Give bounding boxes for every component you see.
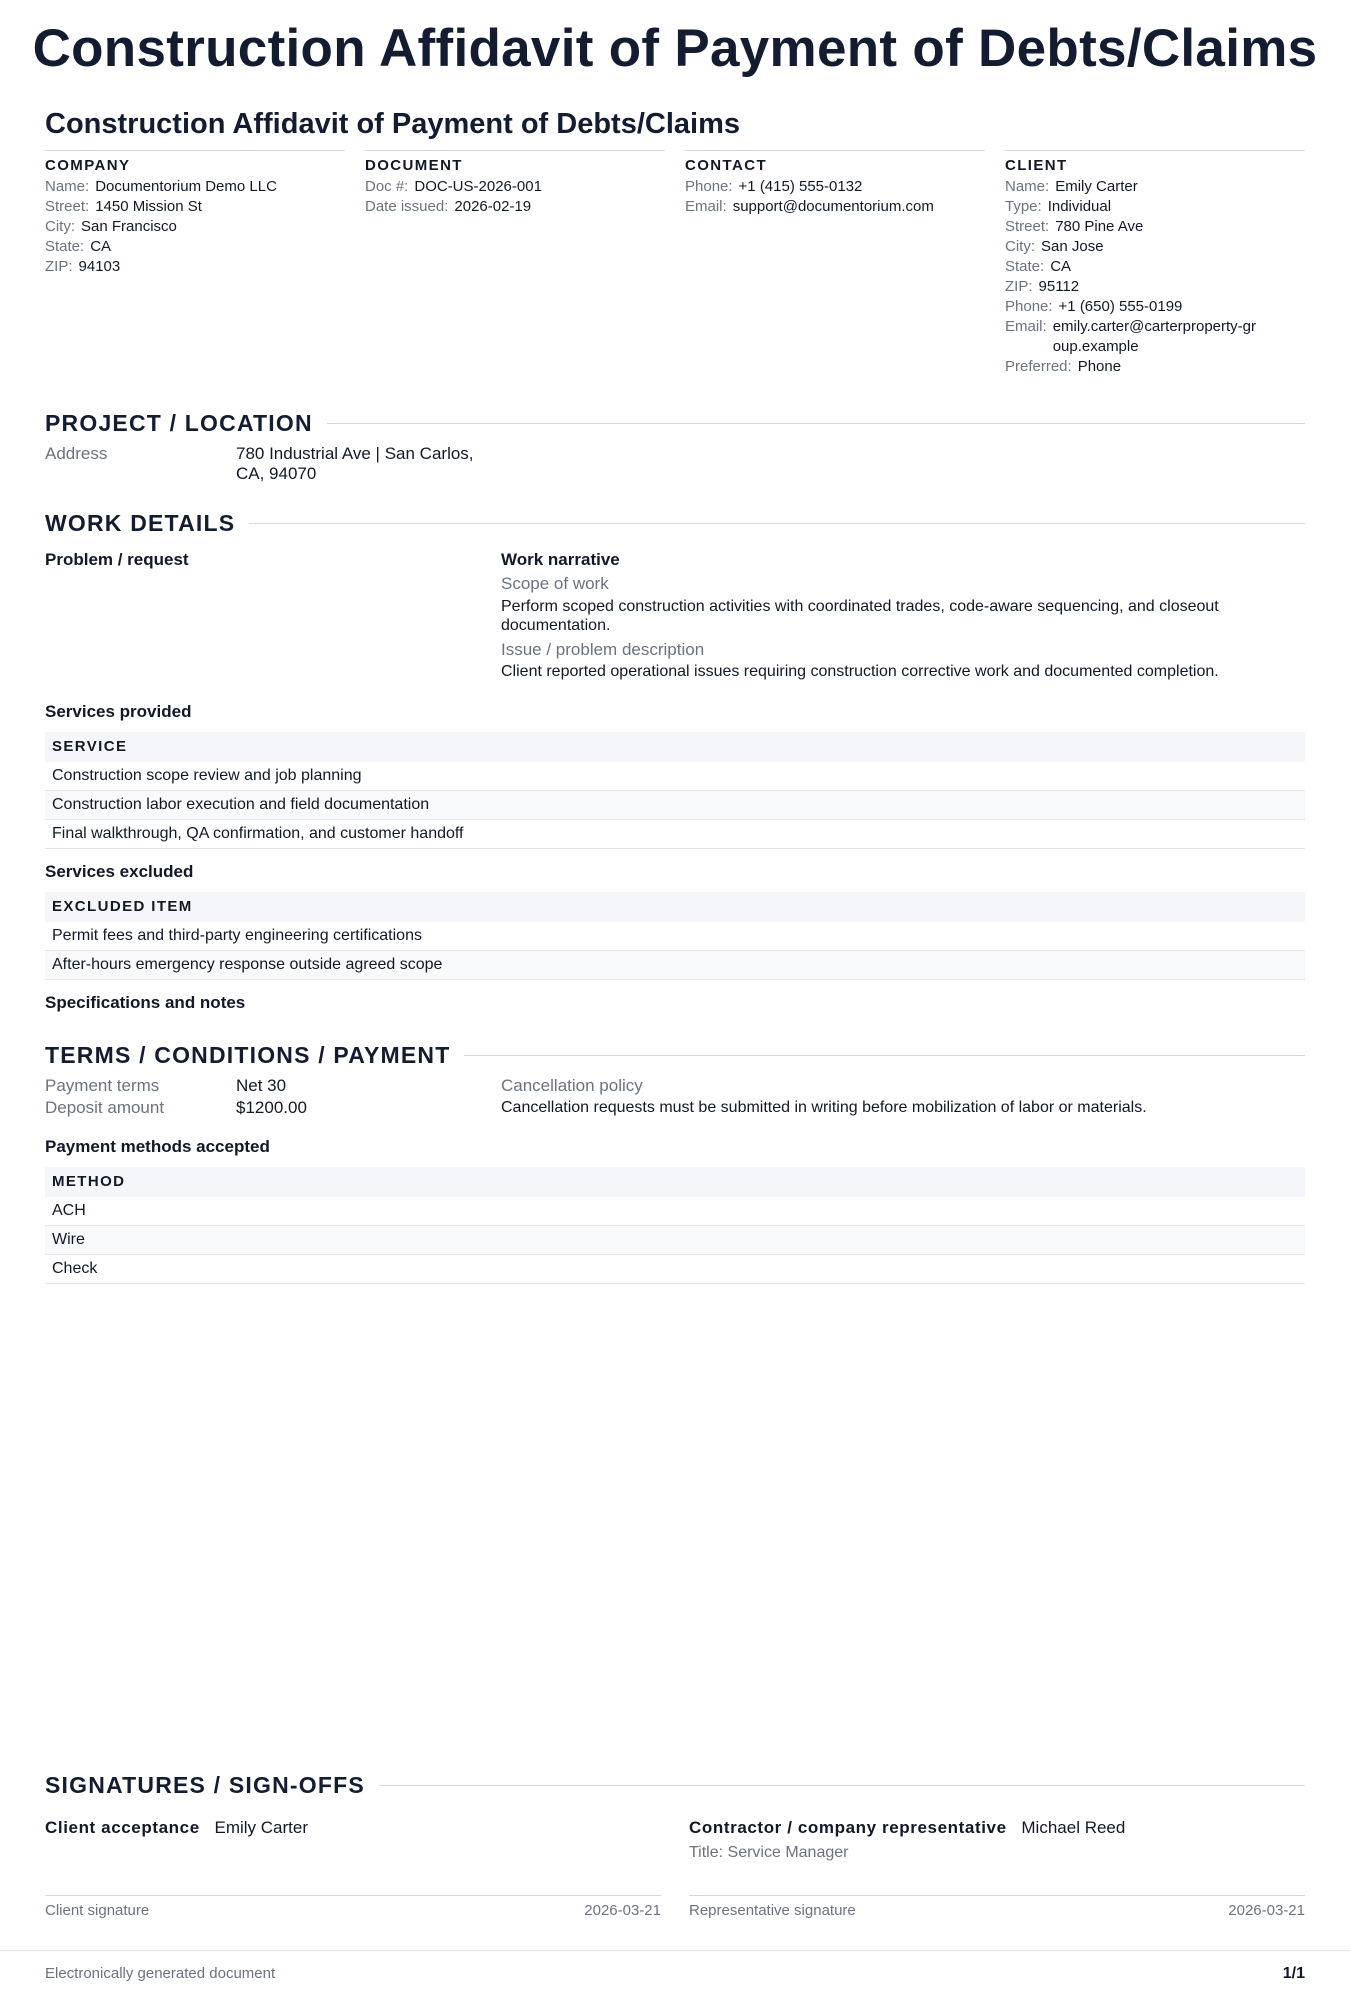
client-signature-date: 2026-03-21: [584, 1902, 661, 1919]
field-label: State:: [1005, 258, 1045, 275]
field-label: Street:: [1005, 218, 1050, 235]
table-row: Final walkthrough, QA confirmation, and customer handoff: [45, 820, 1305, 849]
client-state-row: [1005, 257, 1305, 277]
doc-number-row: [365, 177, 665, 197]
client-block: [1005, 150, 1305, 377]
field-value: CA: [1050, 258, 1072, 275]
address-value: 780 Industrial Ave | San Carlos, CA, 94070: [236, 444, 474, 483]
field-value: 94103: [78, 258, 121, 275]
divider: [379, 1785, 1305, 1786]
company-title: COMPANY: [45, 157, 131, 174]
table-row: Construction labor execution and field documentation: [45, 791, 1305, 820]
payment-terms-value: Net 30: [236, 1076, 287, 1095]
client-signature-label: Client signature: [45, 1902, 150, 1919]
field-value: DOC-US-2026-001: [414, 178, 542, 195]
client-acceptance: [45, 1818, 308, 1838]
project-section-title: PROJECT / LOCATION: [45, 410, 313, 436]
client-acceptance-name: Emily Carter: [214, 1818, 309, 1837]
client-email-row: [1005, 317, 1305, 357]
field-value: San Francisco: [81, 218, 177, 235]
company-name-row: [45, 177, 345, 197]
payment-terms-label: Payment terms: [45, 1076, 160, 1095]
field-label: Street:: [45, 198, 90, 215]
client-preferred-row: [1005, 357, 1305, 377]
field-label: Phone:: [685, 178, 733, 195]
field-label: City:: [1005, 238, 1035, 255]
field-value: Documentorium Demo LLC: [95, 178, 277, 195]
deposit-label: Deposit amount: [45, 1098, 165, 1117]
cancellation-label: Cancellation policy: [501, 1076, 643, 1095]
contractor-title: Title: Service Manager: [689, 1844, 849, 1861]
issue-label: Issue / problem description: [501, 640, 705, 659]
field-value: 780 Pine Ave: [1055, 218, 1144, 235]
table-row: Permit fees and third-party engineering certifications: [45, 922, 1305, 951]
contact-email-row: [685, 197, 985, 217]
field-value: support@documentorium.com: [732, 198, 934, 215]
specifications-label: Specifications and notes: [45, 993, 246, 1012]
field-label: Date issued:: [365, 198, 449, 215]
table-row: After-hours emergency response outside agreed scope: [45, 951, 1305, 980]
services-provided-table: [45, 732, 1305, 849]
field-label: City:: [45, 218, 75, 235]
contact-block: [685, 150, 985, 377]
field-value: emily.carter@carterproperty-group.example: [1052, 318, 1257, 355]
document-heading: Construction Affidavit of Payment of Debts/Claims: [45, 108, 740, 140]
table-header: METHOD: [45, 1167, 1305, 1197]
issue-text: Client reported operational issues requiring construction corrective work and documented completion.: [501, 663, 1219, 680]
representative-signature-line: [689, 1895, 1305, 1896]
date-issued-row: [365, 197, 665, 217]
address-label: Address: [45, 444, 108, 463]
page-title: Construction Affidavit of Payment of Debts/Claims: [32, 19, 1318, 78]
client-type-row: [1005, 197, 1305, 217]
field-value: 1450 Mission St: [95, 198, 202, 215]
company-block: [45, 150, 345, 377]
field-label: ZIP:: [45, 258, 73, 275]
field-value: San Jose: [1041, 238, 1104, 255]
field-label: Phone:: [1005, 298, 1053, 315]
client-zip-row: [1005, 277, 1305, 297]
client-signature-line: [45, 1895, 661, 1896]
table-header: EXCLUDED ITEM: [45, 892, 1305, 922]
contact-phone-row: [685, 177, 985, 197]
field-value: CA: [90, 238, 112, 255]
table-row: Construction scope review and job planning: [45, 762, 1305, 791]
services-excluded-table: [45, 892, 1305, 980]
footer-note: Electronically generated document: [45, 1965, 276, 1982]
services-provided-label: Services provided: [45, 702, 192, 721]
client-title: CLIENT: [1005, 157, 1068, 174]
field-label: Email:: [1005, 318, 1047, 335]
client-street-row: [1005, 217, 1305, 237]
field-value: Individual: [1047, 198, 1112, 215]
representative-signature-label: Representative signature: [689, 1902, 856, 1919]
field-value: Phone: [1077, 358, 1122, 375]
info-grid: [45, 150, 1305, 377]
terms-section-header: [45, 1042, 1305, 1069]
table-header: SERVICE: [45, 732, 1305, 762]
work-narrative-label: Work narrative: [501, 550, 620, 569]
table-row: ACH: [45, 1197, 1305, 1226]
payment-methods-table: [45, 1167, 1305, 1284]
field-value: 2026-02-19: [454, 198, 532, 215]
signatures-section-header: [45, 1772, 1305, 1799]
company-city-row: [45, 217, 345, 237]
table-row: Wire: [45, 1226, 1305, 1255]
field-label: Type:: [1005, 198, 1042, 215]
field-value: Emily Carter: [1055, 178, 1138, 195]
signatures-section-title: SIGNATURES / SIGN-OFFS: [45, 1772, 365, 1798]
services-excluded-label: Services excluded: [45, 862, 194, 881]
field-value: +1 (415) 555-0132: [738, 178, 863, 195]
cancellation-text: Cancellation requests must be submitted in writing before mobilization of labor or materials.: [501, 1099, 1147, 1116]
work-section-header: [45, 510, 1305, 537]
document-title: DOCUMENT: [365, 157, 463, 174]
field-label: Doc #:: [365, 178, 409, 195]
scope-label: Scope of work: [501, 574, 609, 593]
footer-divider: [0, 1950, 1350, 1951]
project-section-header: [45, 410, 1305, 437]
company-zip-row: [45, 257, 345, 277]
divider: [249, 523, 1305, 524]
representative-signature-date: 2026-03-21: [1228, 1902, 1305, 1919]
terms-section-title: TERMS / CONDITIONS / PAYMENT: [45, 1042, 451, 1068]
field-label: Name:: [45, 178, 90, 195]
scope-text: Perform scoped construction activities with coordinated trades, code-aware sequencing, and closeout documentation.: [501, 598, 1219, 634]
client-name-row: [1005, 177, 1305, 197]
field-label: Name:: [1005, 178, 1050, 195]
document-block: [365, 150, 665, 377]
contractor-name: Michael Reed: [1021, 1818, 1126, 1837]
client-phone-row: [1005, 297, 1305, 317]
work-section-title: WORK DETAILS: [45, 510, 236, 536]
deposit-value: $1200.00: [236, 1098, 307, 1117]
divider: [464, 1055, 1305, 1056]
contact-title: CONTACT: [685, 157, 768, 174]
field-value: +1 (650) 555-0199: [1058, 298, 1183, 315]
contractor-label: Contractor / company representative: [689, 1818, 1007, 1837]
payment-methods-label: Payment methods accepted: [45, 1137, 270, 1156]
company-state-row: [45, 237, 345, 257]
client-city-row: [1005, 237, 1305, 257]
field-label: State:: [45, 238, 85, 255]
client-acceptance-label: Client acceptance: [45, 1818, 200, 1837]
field-value: 95112: [1038, 278, 1080, 295]
problem-request-label: Problem / request: [45, 550, 189, 569]
table-row: Check: [45, 1255, 1305, 1284]
company-street-row: [45, 197, 345, 217]
field-label: Preferred:: [1005, 358, 1072, 375]
field-label: ZIP:: [1005, 278, 1033, 295]
field-label: Email:: [685, 198, 727, 215]
contractor-representative: [689, 1818, 1125, 1838]
divider: [327, 423, 1305, 424]
page-number: 1/1: [1282, 1965, 1305, 1982]
